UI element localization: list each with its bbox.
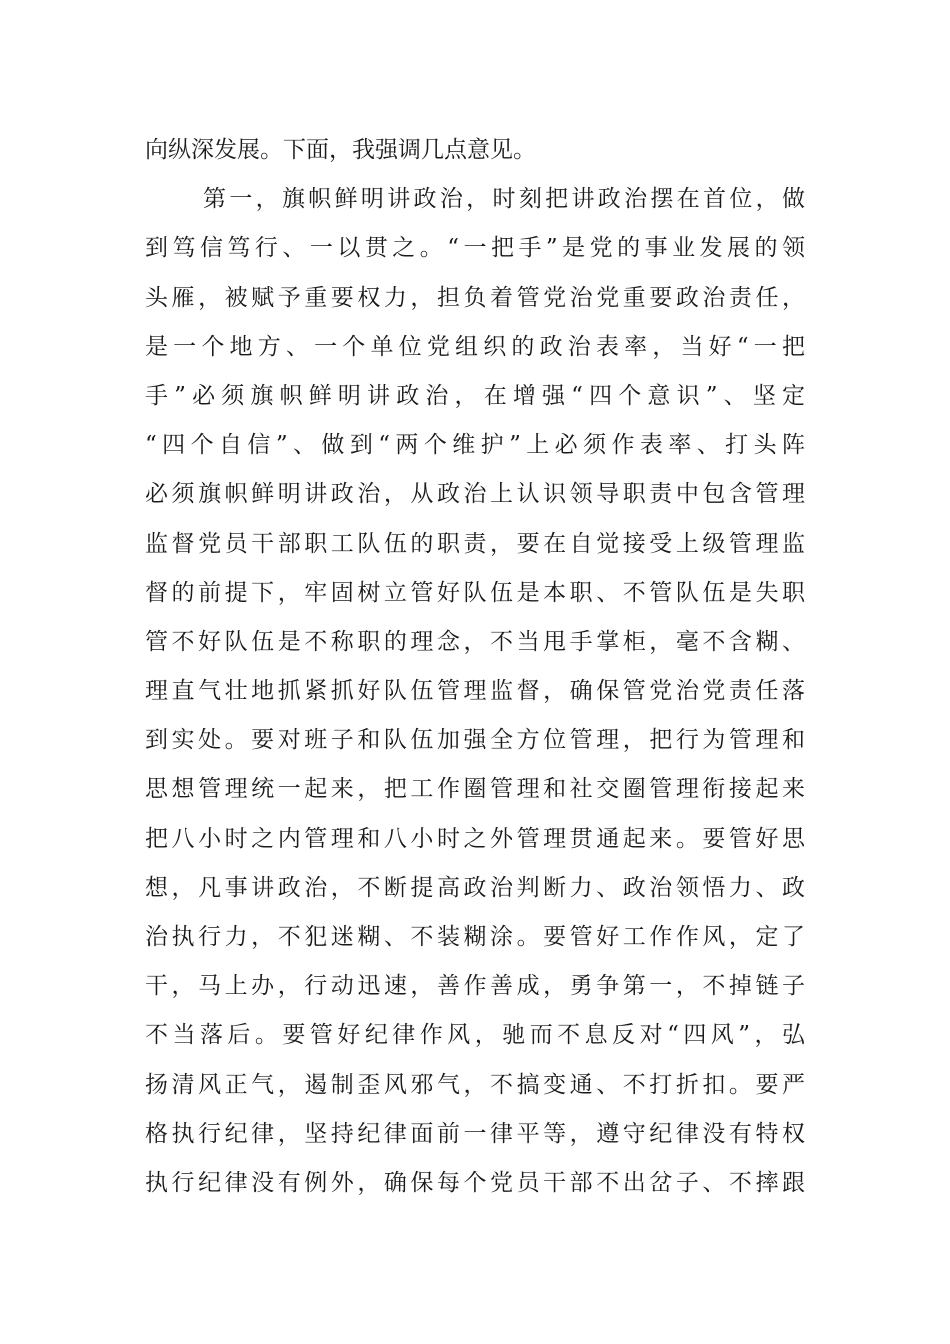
text-line: 向纵深发展。下面，我强调几点意见。 (145, 137, 536, 163)
text-line: 不当落后。要管好纪律作风，驰而不息反对“四风”，弘 (145, 1022, 805, 1049)
text-line: “四个自信”、做到“两个维护”上必须作表率、打头阵 (145, 432, 805, 459)
text-line: 督的前提下，牢固树立管好队伍是本职、不管队伍是失职 (145, 579, 805, 606)
text-line: 治执行力，不犯迷糊、不装糊涂。要管好工作作风，定了 (145, 924, 805, 950)
text-line: 必须旗帜鲜明讲政治，从政治上认识领导职责中包含管理 (145, 481, 805, 508)
text-line: 到实处。要对班子和队伍加强全方位管理，把行为管理和 (145, 727, 805, 754)
text-line: 到笃信笃行、一以贯之。“一把手”是党的事业发展的领 (145, 235, 805, 262)
text-line: 思想管理统一起来，把工作圈管理和社交圈管理衔接起来 (145, 776, 805, 803)
text-line: 扬清风正气，遏制歪风邪气，不搞变通、不打折扣。要严 (145, 1071, 805, 1098)
text-line: 管不好队伍是不称职的理念，不当甩手掌柜，毫不含糊、 (145, 628, 805, 655)
text-line: 理直气壮地抓紧抓好队伍管理监督，确保管党治党责任落 (145, 678, 805, 705)
text-line: 是一个地方、一个单位党组织的政治表率，当好“一把 (145, 333, 805, 360)
text-line: 格执行纪律，坚持纪律面前一律平等，遵守纪律没有特权 (145, 1120, 805, 1147)
text-line: 监督党员干部职工队伍的职责，要在自觉接受上级管理监 (145, 530, 805, 557)
text-line: 干，马上办，行动迅速，善作善成，勇争第一，不掉链子 (145, 973, 805, 1000)
text-line: 手”必须旗帜鲜明讲政治，在增强“四个意识”、坚定 (145, 382, 805, 409)
text-line: 执行纪律没有例外，确保每个党员干部不出岔子、不摔跟 (145, 1169, 805, 1196)
text-line: 把八小时之内管理和八小时之外管理贯通起来。要管好思 (145, 825, 805, 852)
text-line: 想，凡事讲政治，不断提高政治判断力、政治领悟力、政 (145, 874, 805, 901)
body-text (145, 126, 805, 1208)
text-line: 头雁，被赋予重要权力，担负着管党治党重要政治责任， (145, 284, 805, 311)
paragraph-first-line: 第一，旗帜鲜明讲政治，时刻把讲政治摆在首位，做 (203, 186, 805, 213)
